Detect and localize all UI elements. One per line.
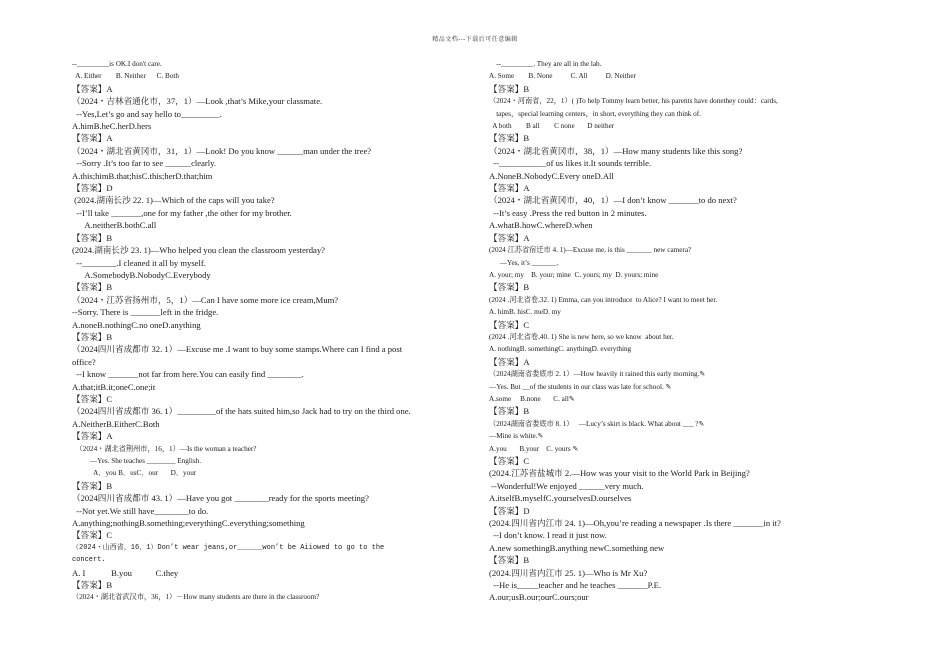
left-column-line: --Sorry. There is _______left in the fridge. <box>72 307 219 318</box>
left-column-line: A.this;himB.that;hisC.this;herD.that;him <box>72 170 213 181</box>
right-column-line: 【答案】D <box>489 505 530 516</box>
right-column-line: —Yes. But __of the students in our class was late for school. ✎ <box>489 382 672 391</box>
right-column-line: （2024・湖北省黄冈市，38，1）—How many students like this song? <box>489 145 743 156</box>
page-header: 精品文档---下载后可任意编辑 <box>432 37 518 43</box>
left-column-line: A. Either B. Neither C. Both <box>72 72 180 81</box>
right-column-line: —Yes, it’s _______. <box>489 258 559 267</box>
left-column-line: --I’ll take _______,one for my father ,the other for my brother. <box>72 207 292 218</box>
left-column-line: --_________is OK.I don't care. <box>72 60 162 68</box>
left-column-line: (2024.湖南长沙 23. 1)—Who helped you clean the classroom yesterday? <box>72 245 325 256</box>
left-column-line: A.anything;nothingB.something;everythingC.everything;something <box>72 518 305 529</box>
left-column-line: （2024・吉林省通化市，37，1）—Look ,that’s Mike,your classmate. <box>72 96 323 107</box>
right-column-line: （2024湖南省娄底市 8. 1） —Lucy’s skirt is black. What about ___ ?✎ <box>489 419 705 428</box>
left-column-line: （2024・湖北省荆州市，16，1）—Is the woman a teacher? <box>72 444 257 453</box>
right-column-line: (2024 .河北省卷,32. 1) Emma, can you introduce to Alice? I want to meet her. <box>489 295 718 304</box>
left-column-line: A.neitherB.bothC.all <box>72 220 157 231</box>
left-column-line: （2024四川省成都市 32. 1）—Excuse me .I want to buy some stamps.Where can I find a post <box>72 344 403 355</box>
left-column <box>72 58 472 604</box>
right-column-line: A. your; my B. your; mine C. yours; my D. yours; mine <box>489 270 659 279</box>
right-column-line: --I don’t know. I read it just now. <box>489 530 607 541</box>
right-column-line: （2024湖南省娄底市 2. 1）—How heavily it rained this early morning.✎ <box>489 370 706 379</box>
right-column-line: 【答案】B <box>489 133 530 144</box>
right-column-line: --Wonderful!We enjoyed ______very much. <box>489 480 644 491</box>
right-column-line: A.itselfB.myselfC.yourselvesD.ourselves <box>489 493 632 504</box>
right-column-line: 【答案】B <box>489 83 530 94</box>
left-column-line: 【答案】B <box>72 282 113 293</box>
left-column-line: A.SomebodyB.NobodyC.Everybody <box>72 269 211 280</box>
left-column-line: --I know _______not far from here.You can easily find ________. <box>72 369 304 380</box>
left-column-line: office? <box>72 356 96 367</box>
left-column-line: （2024・山西省，16，1）Don’t wear jeans,or______won’t be Aiiowed to go to the <box>72 543 385 552</box>
left-column-line: A.that;itB.it;oneC.one;it <box>72 381 156 392</box>
left-column-line: 【答案】B <box>72 580 113 591</box>
right-column-line: --It’s easy .Press the red button in 2 minutes. <box>489 207 647 218</box>
right-column-line: (2024 江苏省宿迁市 4. 1)—Excuse me, is this _______ new camera? <box>489 246 692 255</box>
right-column-line: A.new somethingB.anything newC.something new <box>489 542 665 553</box>
left-column-line: 【答案】C <box>72 393 113 404</box>
right-column-line: (2024.四川省内江市 24. 1)—Oh,you’re reading a newspaper .Is there _______in it? <box>489 518 781 529</box>
right-column-line: --He is_____teacher and he teaches _______P.E. <box>489 580 662 591</box>
left-column-line: A．you B．usC．our D．your <box>72 469 197 478</box>
right-column-line: (2024.江苏省盐城市 2.—How was your visit to the World Park in Beijing? <box>489 468 750 479</box>
left-column-line: --Yes,Let’s go and say hello to_________. <box>72 108 222 119</box>
right-column-line: 【答案】A <box>489 356 530 367</box>
left-column-line: 【答案】A <box>72 83 113 94</box>
right-column-line: 【答案】B <box>489 406 530 417</box>
left-column-line: A.noneB.nothingC.no oneD.anything <box>72 319 201 330</box>
left-column-line: concert. <box>72 556 106 565</box>
left-column-line: （2024・湖北省黄冈市，31，1）—Look! Do you know ______man under the tree? <box>72 145 372 156</box>
right-column-line: A. nothingB. somethingC. anythingD. everything <box>489 345 632 354</box>
left-column-line: 【答案】B <box>72 232 113 243</box>
left-column-line: A. I B.you C.they <box>72 567 179 578</box>
right-column-line: A.our;usB.our;ourC.ours;our <box>489 592 589 603</box>
left-column-line: （2024・江苏省扬州市，5，1）—Can I have some more ice cream,Mum? <box>72 294 339 305</box>
right-column-line: 【答案】A <box>489 232 530 243</box>
right-column-line: （2024・湖北省黄冈市，40，1）—I don’t know _______to do next? <box>489 195 737 206</box>
right-column-line: 【答案】B <box>489 282 530 293</box>
left-column-line: 【答案】B <box>72 331 113 342</box>
left-column-line: A.himB.heC.herD.hers <box>72 121 152 132</box>
right-column-line: A.NoneB.NobodyC.Every oneD.All <box>489 170 614 181</box>
left-column-line: （2024・湖北省武汉市，36，1）－How many students are there in the classroom? <box>72 593 320 602</box>
left-column-line: 【答案】B <box>72 480 113 491</box>
right-column-line: A.whatB.howC.whereD.when <box>489 220 593 231</box>
left-column-line: （2024四川省成都市 43. 1）—Have you got ________ready for the sports meeting? <box>72 493 369 504</box>
left-column-line: （2024四川省成都市 36. 1）_________of the hats suited him,so Jack had to try on the third one. <box>72 406 411 417</box>
left-column-line: --Not yet.We still have________to do. <box>72 505 209 516</box>
right-column-line: (2024.四川省内江市 25. 1)—Who is Mr Xu? <box>489 567 648 578</box>
left-column-line: --________.I cleaned it all by myself. <box>72 257 206 268</box>
right-column-line: —Mine is white.✎ <box>489 432 544 441</box>
right-column-line: A. Some B. None C. All D. Neither <box>489 72 636 81</box>
right-column-line: （2024・河南省，22，1）( )To help Tommy learn better, his parents have donethey could：cards, <box>489 97 778 106</box>
right-column-line: A. himB. hisC. meD. my <box>489 308 561 317</box>
right-column-line: A both B all C none D neither <box>489 122 615 131</box>
left-column-line: --Sorry .It’s too far to see ______clearly. <box>72 158 217 169</box>
right-column-line: 【答案】B <box>489 555 530 566</box>
right-column-line: 【答案】C <box>489 319 530 330</box>
left-column-line: 【答案】A <box>72 431 113 442</box>
left-column-line: 【答案】A <box>72 133 113 144</box>
left-column-line: 【答案】C <box>72 530 113 541</box>
right-column-line: --___________of us likes it.It sounds terrible. <box>489 158 652 169</box>
right-column-line: A.some B.none C. all✎ <box>489 394 575 403</box>
right-column-line: tapes，special learning centers，in short, everything they can think of. <box>489 109 701 118</box>
left-column-line: A.NeitherB.EitherC.Both <box>72 418 160 429</box>
right-column <box>489 58 889 604</box>
right-column-line: (2024 .河北省卷,40. 1) She is new here, so we know about her. <box>489 332 674 341</box>
right-column-line: 【答案】C <box>489 456 530 466</box>
left-column-line: —Yes. She teaches ________ English. <box>72 457 202 465</box>
left-column-line: 【答案】D <box>72 183 113 194</box>
right-column-line: 【答案】A <box>489 183 530 194</box>
right-column-line: --_________. They are all in the lab. <box>489 60 602 68</box>
left-column-line: (2024.湖南长沙 22. 1)—Which of the caps will you take? <box>72 195 275 206</box>
right-column-line: A.you B.your C. yours ✎ <box>489 444 579 453</box>
